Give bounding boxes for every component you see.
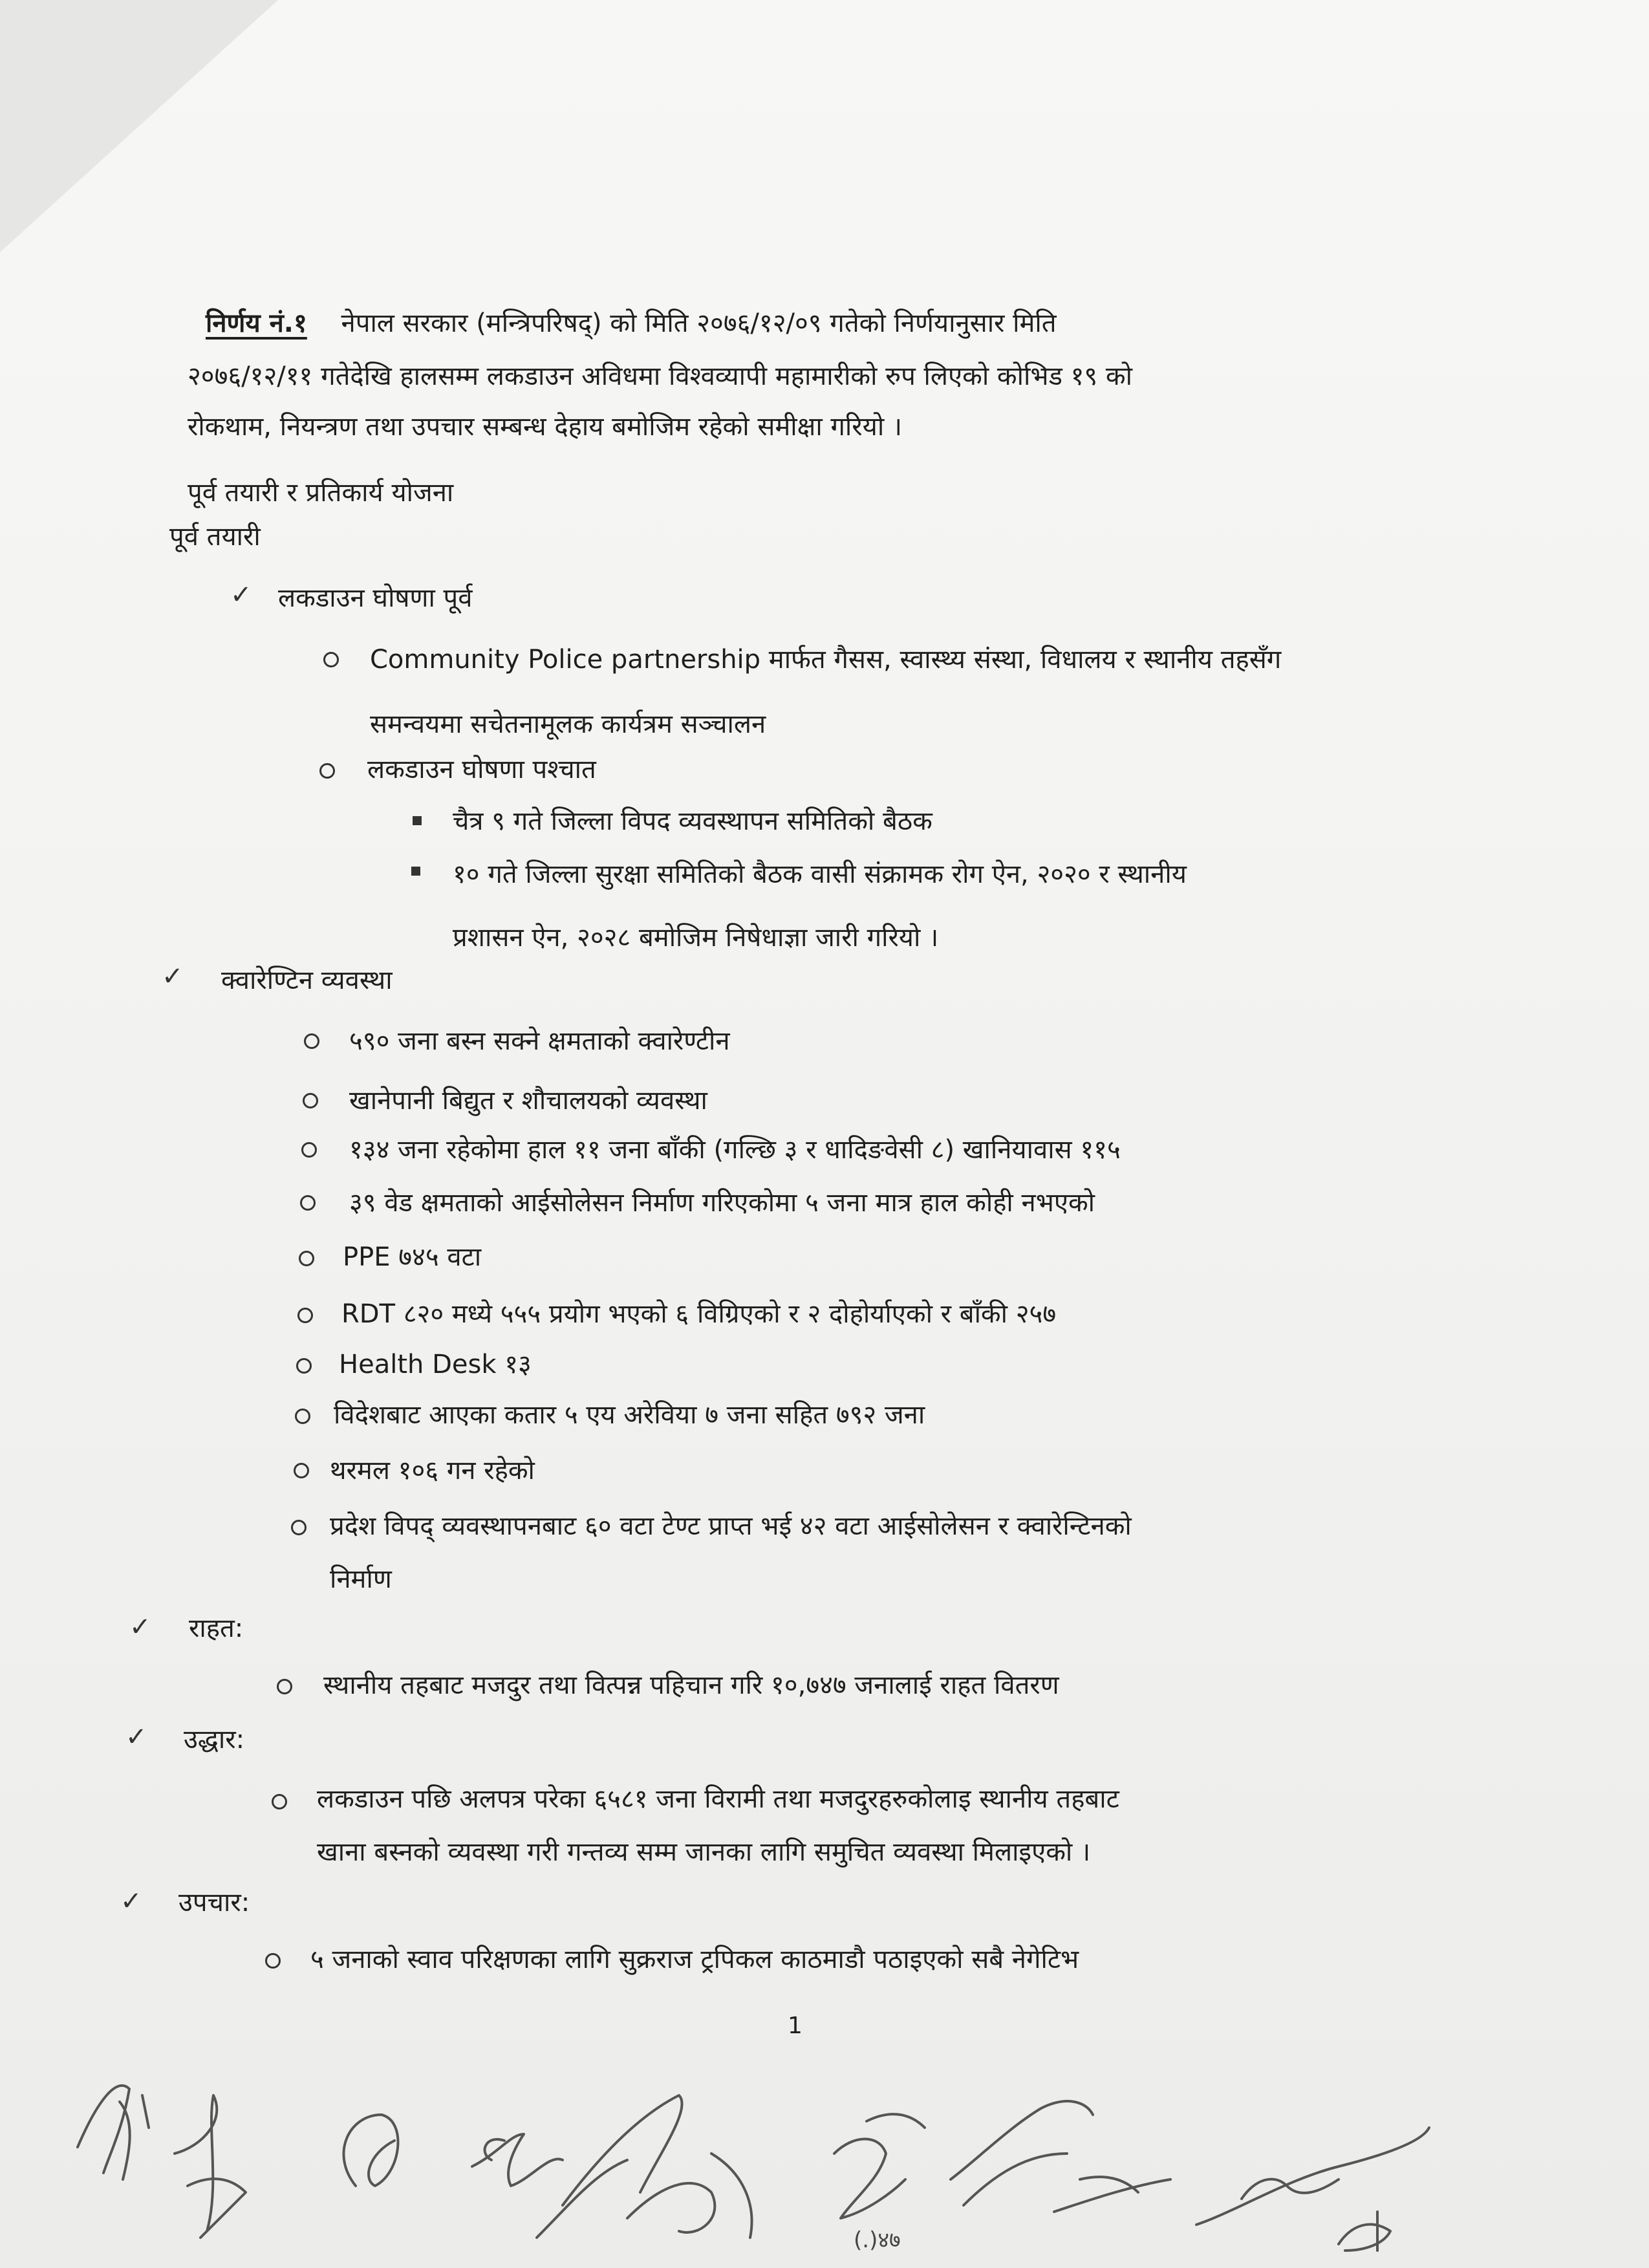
signature-2 [175,2095,246,2238]
bullet-circle-icon [291,1520,307,1535]
list-item: ५९० जना बस्न सक्ने क्षमताको क्वारेण्टीन [349,1026,730,1056]
check-icon: ✓ [162,962,184,991]
check-icon: ✓ [120,1886,142,1916]
list-item: ३९ वेड क्षमताको आईसोलेसन निर्माण गरिएकोमा ५ जना मात्र हाल कोही नभएको [349,1188,1095,1218]
list-item: Health Desk १३ [339,1350,532,1379]
signature-4 [472,2134,563,2186]
paragraph-line: रोकथाम, नियन्त्रण तथा उपचार सम्बन्ध देहाय बमोजिम रहेको समीक्षा गरियो । [188,412,903,442]
list-item: लकडाउन पछि अलपत्र परेका ६५८१ जना विरामी तथा मजदुरहरुकोलाइ स्थानीय तहबाट [317,1784,1119,1814]
signature-3 [343,2115,398,2186]
bullet-circle-icon [297,1308,313,1323]
bullet-circle-icon [272,1794,287,1809]
paragraph-line: २०७६/१२/११ गतेदेखि हालसम्म लकडाउन अविधमा विश्वव्यापी महामारीको रुप लिएको कोभिड १९ को [188,362,1132,391]
section-title-relief: राहत: [189,1614,244,1643]
bullet-circle-icon [300,1195,316,1211]
list-item: प्रदेश विपद् व्यवस्थापनबाट ६० वटा टेण्ट प्राप्त भई ४२ वटा आईसोलेसन र क्वारेन्टिनको [330,1511,1132,1541]
sub-list-item: चैत्र ९ गते जिल्ला विपद व्यवस्थापन समितिको बैठक [453,806,932,836]
list-item: PPE ७४५ वटा [343,1242,482,1272]
signature-8 [951,2101,1093,2205]
section-title-rescue: उद्धार: [184,1725,245,1755]
bullet-circle-icon [323,652,339,667]
list-item: निर्माण [330,1564,392,1594]
sub-heading: पूर्व तयारी [169,522,261,552]
bullet-circle-icon [319,763,335,779]
signature-5 [537,2095,682,2238]
signature-10 [1196,2128,1429,2225]
bullet-circle-icon [304,1033,319,1049]
page-number: 1 [788,2013,803,2039]
list-item: खानेपानी बिद्युत र शौचालयको व्यवस्था [349,1086,707,1116]
section-title-quarantine: क्वारेण्टिन व्यवस्था [221,966,393,995]
section-title-lockdown: लकडाउन घोषणा पूर्व [278,583,473,613]
sub-list-item: १० गते जिल्ला सुरक्षा समितिको बैठक वासी संक्रामक रोग ऐन, २०२० र स्थानीय [453,859,1187,889]
bullet-circle-icon [303,1093,318,1108]
list-item: Community Police partnership मार्फत गैसस, स्वास्थ्य संस्था, विधालय र स्थानीय तहसँग [370,645,1282,675]
signature-7 [834,2114,925,2218]
list-item: १३४ जना रहेकोमा हाल ११ जना बाँकी (गल्छि ३ र धादिङवेसी ८) खानियावास ११५ [349,1135,1121,1165]
section-title-treatment: उपचार: [178,1888,250,1917]
signature-11 [1339,2212,1390,2251]
check-icon: ✓ [125,1722,147,1752]
check-icon: ✓ [129,1612,151,1642]
bullet-square-icon [411,867,420,876]
folded-corner [0,0,278,252]
list-item: ५ जनाको स्वाव परिक्षणका लागि सुक्रराज ट्रपिकल काठमाडौ पठाइएको सबै नेगेटिभ [310,1945,1079,1974]
list-item: विदेशबाट आएका कतार ५ एय अरेविया ७ जना सहित ७९२ जना [334,1400,925,1430]
signature-9 [1054,2177,1170,2212]
bullet-circle-icon [296,1358,312,1374]
list-item: लकडाउन घोषणा पश्चात [367,755,596,784]
signature-text: (.)४७ [854,2227,901,2253]
list-item: RDT ८२० मध्ये ५५५ प्रयोग भएको ६ विग्रिएको र २ दोहोर्याएको र बाँकी २५७ [341,1299,1057,1329]
list-item: थरमल १०६ गन रहेको [330,1456,535,1485]
bullet-circle-icon [295,1409,310,1424]
bullet-circle-icon [301,1142,317,1158]
paragraph-line: नेपाल सरकार (मन्त्रिपरिषद्) को मिति २०७६/१२/०९ गतेको निर्णयानुसार मिति [341,308,1057,338]
decision-heading-line [206,304,1057,343]
signature-6 [627,2154,752,2238]
list-item: खाना बस्नको व्यवस्था गरी गन्तव्य सम्म जानका लागि समुचित व्यवस्था मिलाइएको । [317,1837,1091,1867]
list-item: स्थानीय तहबाट मजदुर तथा वित्पन्न पहिचान गरि १०,७४७ जनालाई राहत वितरण [323,1670,1059,1700]
sub-heading: पूर्व तयारी र प्रतिकार्य योजना [188,478,454,508]
bullet-circle-icon [265,1953,281,1969]
bullet-circle-icon [277,1679,292,1694]
list-item: समन्वयमा सचेतनामूलक कार्यत्रम सञ्चालन [370,709,766,739]
bullet-circle-icon [294,1463,309,1478]
check-icon: ✓ [230,580,252,610]
signature-1 [78,2086,149,2179]
bullet-circle-icon [299,1251,314,1266]
decision-heading: निर्णय नं.१ [206,308,307,338]
signatures-area [58,2024,1546,2257]
bullet-square-icon [413,816,422,825]
sub-list-item: प्रशासन ऐन, २०२८ बमोजिम निषेधाज्ञा जारी गरियो । [453,923,939,953]
